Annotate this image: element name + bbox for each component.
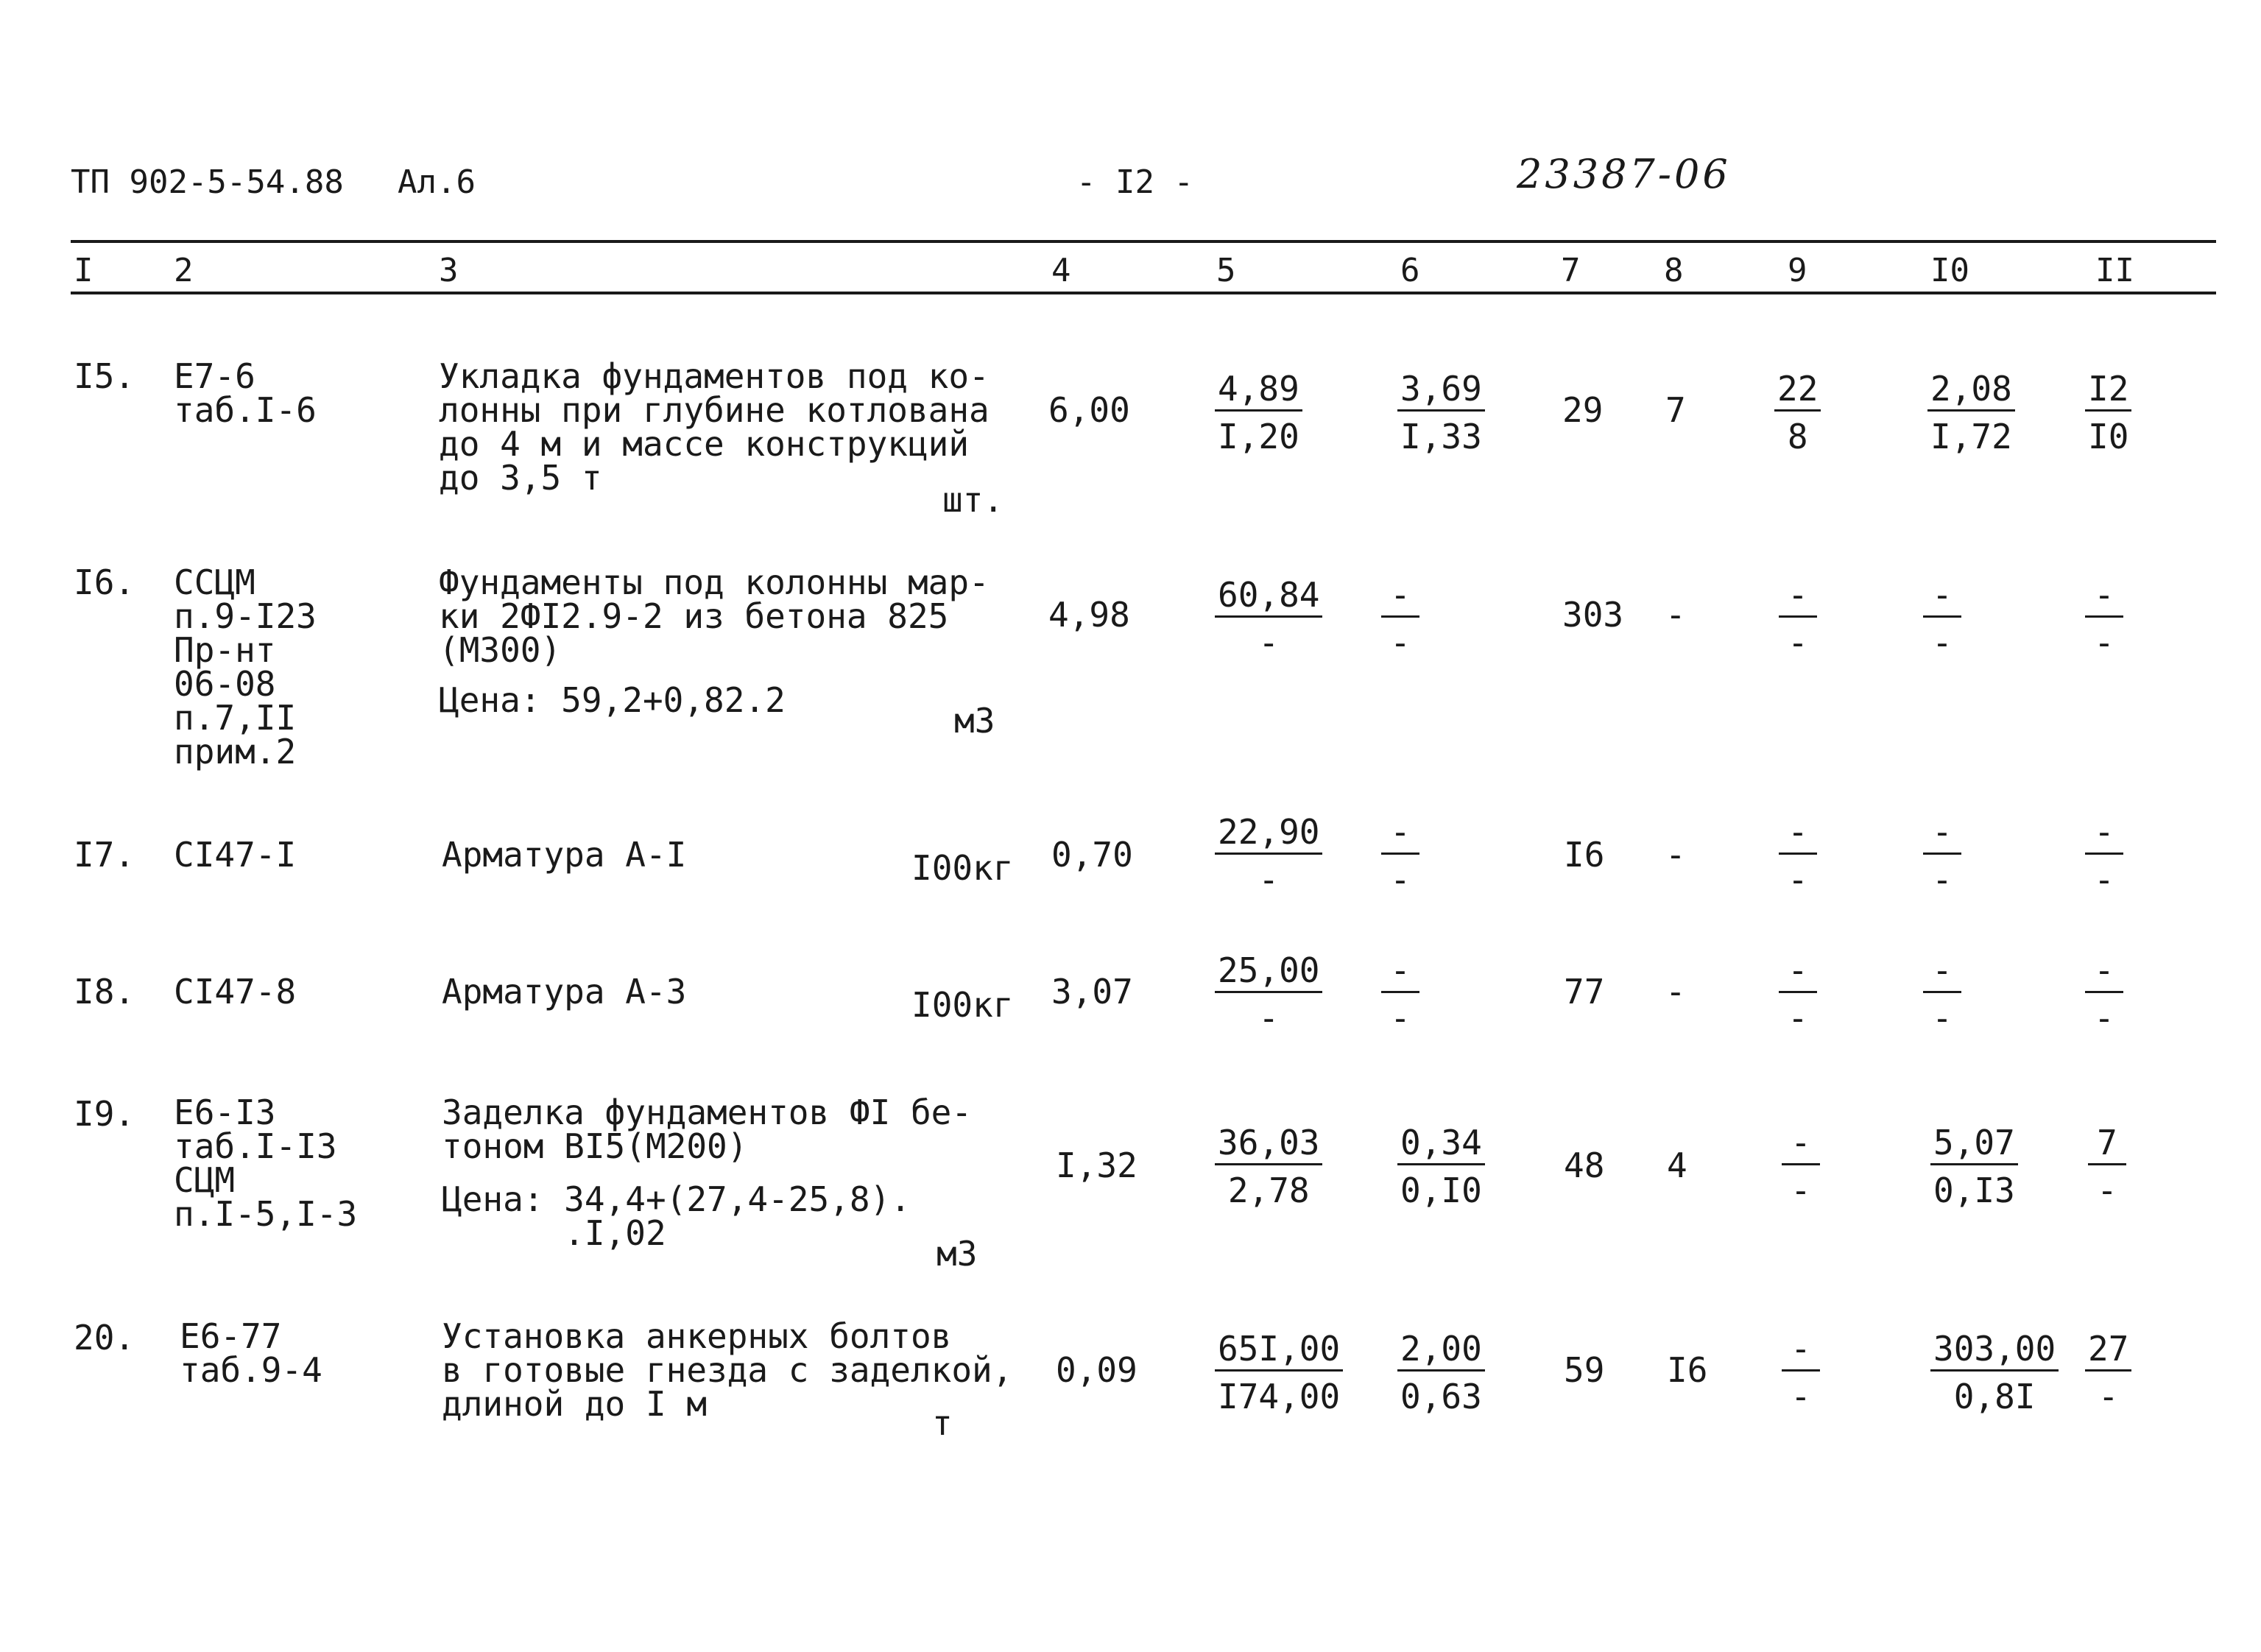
- fraction-numerator: -: [2085, 813, 2123, 855]
- value-col7: 59: [1564, 1350, 1605, 1390]
- fraction-denominator: -: [2094, 998, 2114, 1038]
- fraction-col11: [2082, 951, 2126, 1037]
- fraction-denominator: 2,78: [1227, 1171, 1310, 1210]
- document-code: ТП 902-5-54.88: [71, 163, 344, 201]
- fraction-denominator: -: [1791, 1377, 1811, 1416]
- unit-of-measure: шт.: [942, 480, 1004, 520]
- fraction-denominator: -: [1932, 623, 1953, 663]
- value-col7: 77: [1564, 972, 1605, 1012]
- fraction-col11: [2085, 1330, 2131, 1416]
- fraction-col9: [1774, 370, 1821, 456]
- fraction-col10: [1930, 1123, 2018, 1210]
- fraction-col5: [1215, 1330, 1343, 1416]
- fraction-numerator: -: [1782, 1330, 1820, 1372]
- fraction-denominator: I0: [2088, 417, 2129, 456]
- fraction-denominator: I74,00: [1218, 1377, 1341, 1416]
- fraction-col11: [2085, 1123, 2129, 1210]
- price-note: Цена: 34,4+(27,4-25,8). .I,02: [442, 1179, 911, 1253]
- fraction-denominator: 8: [1787, 417, 1808, 456]
- fraction-denominator: 0,I0: [1400, 1171, 1482, 1210]
- fraction-numerator: -: [1381, 813, 1419, 855]
- value-col8: 7: [1665, 390, 1686, 430]
- fraction-numerator: -: [2085, 951, 2123, 993]
- column-number-10: I0: [1930, 252, 1969, 289]
- fraction-denominator: -: [1390, 623, 1411, 663]
- fraction-col9: [1779, 1123, 1823, 1210]
- norm-code: Е6-77 таб.9-4: [180, 1316, 322, 1390]
- fraction-denominator: -: [2094, 623, 2114, 663]
- value-col7: I6: [1564, 835, 1605, 875]
- fraction-denominator: -: [1258, 623, 1280, 663]
- fraction-numerator: 36,03: [1215, 1123, 1322, 1165]
- fraction-col5: [1215, 370, 1302, 456]
- fraction-col6: [1378, 951, 1422, 1037]
- fraction-denominator: -: [1932, 998, 1953, 1038]
- fraction-col9: [1776, 576, 1820, 662]
- column-number-1: I: [74, 252, 94, 289]
- fraction-numerator: 22: [1774, 370, 1821, 412]
- fraction-numerator: 7: [2088, 1123, 2126, 1165]
- fraction-numerator: 60,84: [1215, 576, 1322, 618]
- quantity: 4,98: [1048, 595, 1130, 635]
- row-number: 20.: [74, 1318, 135, 1358]
- fraction-col5: [1215, 1123, 1322, 1210]
- column-number-7: 7: [1561, 252, 1581, 289]
- unit-of-measure: I00кг: [911, 985, 1014, 1025]
- work-description: Арматура А-I: [442, 835, 687, 875]
- unit-of-measure: I00кг: [911, 848, 1014, 888]
- row-number: I5.: [74, 356, 135, 396]
- fraction-numerator: 4,89: [1215, 370, 1302, 412]
- fraction-denominator: -: [1390, 998, 1411, 1038]
- fraction-col11: [2082, 813, 2126, 899]
- fraction-col6: [1397, 370, 1485, 456]
- norm-code: Е6-I3 таб.I-I3 СЦМ п.I-5,I-3: [174, 1092, 358, 1234]
- fraction-numerator: -: [1381, 951, 1419, 993]
- fraction-numerator: 65I,00: [1215, 1330, 1343, 1372]
- fraction-col10: [1930, 1330, 2059, 1416]
- value-col8: -: [1665, 835, 1686, 875]
- value-col8: 4: [1667, 1146, 1687, 1185]
- fraction-col5: [1215, 576, 1322, 662]
- quantity: 6,00: [1048, 390, 1130, 430]
- row-number: I7.: [74, 835, 135, 875]
- column-number-5: 5: [1216, 252, 1236, 289]
- work-description: Фундаменты под колонны мар- ки 2ФI2.9-2 из бетона 825 (М300): [439, 562, 990, 670]
- work-description: Заделка фундаментов ФI бе- тоном ВI5(М200): [442, 1092, 973, 1166]
- row-number: I6.: [74, 562, 135, 602]
- fraction-numerator: 0,34: [1397, 1123, 1485, 1165]
- quantity: 0,09: [1056, 1350, 1137, 1390]
- fraction-col11: [2085, 370, 2131, 456]
- fraction-denominator: I,20: [1218, 417, 1299, 456]
- fraction-denominator: -: [1932, 860, 1953, 900]
- fraction-denominator: -: [2094, 860, 2114, 900]
- fraction-numerator: 303,00: [1930, 1330, 2059, 1372]
- fraction-col10: [1927, 370, 2015, 456]
- fraction-col5: [1215, 813, 1322, 899]
- fraction-col11: [2082, 576, 2126, 662]
- fraction-denominator: -: [1258, 860, 1280, 900]
- fraction-numerator: -: [1779, 576, 1817, 618]
- fraction-numerator: -: [1381, 576, 1419, 618]
- value-col8: -: [1665, 595, 1686, 635]
- unit-of-measure: т: [932, 1403, 953, 1443]
- fraction-numerator: -: [2085, 576, 2123, 618]
- fraction-numerator: I2: [2085, 370, 2131, 412]
- fraction-numerator: 25,00: [1215, 951, 1322, 993]
- album-number: Ал.6: [398, 163, 476, 201]
- column-number-9: 9: [1788, 252, 1807, 289]
- fraction-numerator: 22,90: [1215, 813, 1322, 855]
- column-number-4: 4: [1051, 252, 1071, 289]
- fraction-denominator: 0,63: [1400, 1377, 1482, 1416]
- work-description: Установка анкерных болтов в готовые гнезда с заделкой, длиной до I м: [442, 1316, 1013, 1424]
- fraction-col10: [1920, 813, 1964, 899]
- work-description: Укладка фундаментов под ко- лонны при глубине котлована до 4 м и массе конструкций до 3,5 т: [439, 356, 990, 498]
- fraction-numerator: -: [1923, 951, 1961, 993]
- fraction-denominator: -: [1788, 860, 1808, 900]
- fraction-denominator: -: [1788, 998, 1808, 1038]
- value-col7: 48: [1564, 1146, 1605, 1185]
- page-number: - I2 -: [1076, 163, 1193, 201]
- column-number-2: 2: [174, 252, 194, 289]
- fraction-numerator: 2,00: [1397, 1330, 1485, 1372]
- fraction-col6: [1378, 576, 1422, 662]
- value-col8: I6: [1667, 1350, 1708, 1390]
- fraction-numerator: 2,08: [1927, 370, 2015, 412]
- fraction-denominator: I,33: [1400, 417, 1482, 456]
- value-col8: -: [1665, 972, 1686, 1012]
- column-number-6: 6: [1400, 252, 1420, 289]
- fraction-denominator: 0,I3: [1933, 1171, 2015, 1210]
- fraction-denominator: I,72: [1930, 417, 2012, 456]
- fraction-denominator: -: [1390, 860, 1411, 900]
- fraction-col9: [1779, 1330, 1823, 1416]
- norm-code: СI47-I: [174, 835, 297, 875]
- fraction-numerator: -: [1779, 813, 1817, 855]
- fraction-col10: [1920, 951, 1964, 1037]
- unit-of-measure: м3: [937, 1234, 978, 1274]
- column-number-8: 8: [1664, 252, 1684, 289]
- fraction-denominator: -: [1791, 1171, 1811, 1210]
- fraction-numerator: -: [1779, 951, 1817, 993]
- fraction-col9: [1776, 813, 1820, 899]
- fraction-numerator: -: [1923, 813, 1961, 855]
- unit-of-measure: м3: [954, 701, 995, 741]
- table-top-rule: [71, 240, 2216, 243]
- fraction-col5: [1215, 951, 1322, 1037]
- fraction-denominator: -: [2098, 1377, 2119, 1416]
- quantity: 3,07: [1051, 972, 1133, 1012]
- fraction-numerator: -: [1782, 1123, 1820, 1165]
- fraction-numerator: -: [1923, 576, 1961, 618]
- fraction-col6: [1378, 813, 1422, 899]
- fraction-denominator: -: [2097, 1171, 2117, 1210]
- value-col7: 29: [1562, 390, 1604, 430]
- row-number: I8.: [74, 972, 135, 1012]
- quantity: 0,70: [1051, 835, 1133, 875]
- fraction-col6: [1397, 1123, 1485, 1210]
- fraction-numerator: 5,07: [1930, 1123, 2018, 1165]
- column-number-3: 3: [439, 252, 459, 289]
- price-note: Цена: 59,2+0,82.2: [439, 680, 786, 720]
- handwritten-number: 23387-06: [1517, 151, 1731, 197]
- row-number: I9.: [74, 1094, 135, 1134]
- column-number-11: II: [2095, 252, 2134, 289]
- norm-code: Е7-6 таб.I-6: [174, 356, 317, 430]
- norm-code: ССЦМ п.9-I23 Пр-нт 06-08 п.7,II прим.2: [174, 562, 317, 772]
- fraction-col6: [1397, 1330, 1485, 1416]
- fraction-denominator: 0,8I: [1953, 1377, 2036, 1416]
- fraction-numerator: 27: [2085, 1330, 2131, 1372]
- fraction-denominator: -: [1258, 998, 1280, 1038]
- work-description: Арматура А-3: [442, 972, 687, 1012]
- fraction-numerator: 3,69: [1397, 370, 1485, 412]
- fraction-col10: [1920, 576, 1964, 662]
- table-header-rule: [71, 292, 2216, 294]
- fraction-col9: [1776, 951, 1820, 1037]
- fraction-denominator: -: [1788, 623, 1808, 663]
- norm-code: СI47-8: [174, 972, 297, 1012]
- quantity: I,32: [1056, 1146, 1137, 1185]
- value-col7: 303: [1562, 595, 1624, 635]
